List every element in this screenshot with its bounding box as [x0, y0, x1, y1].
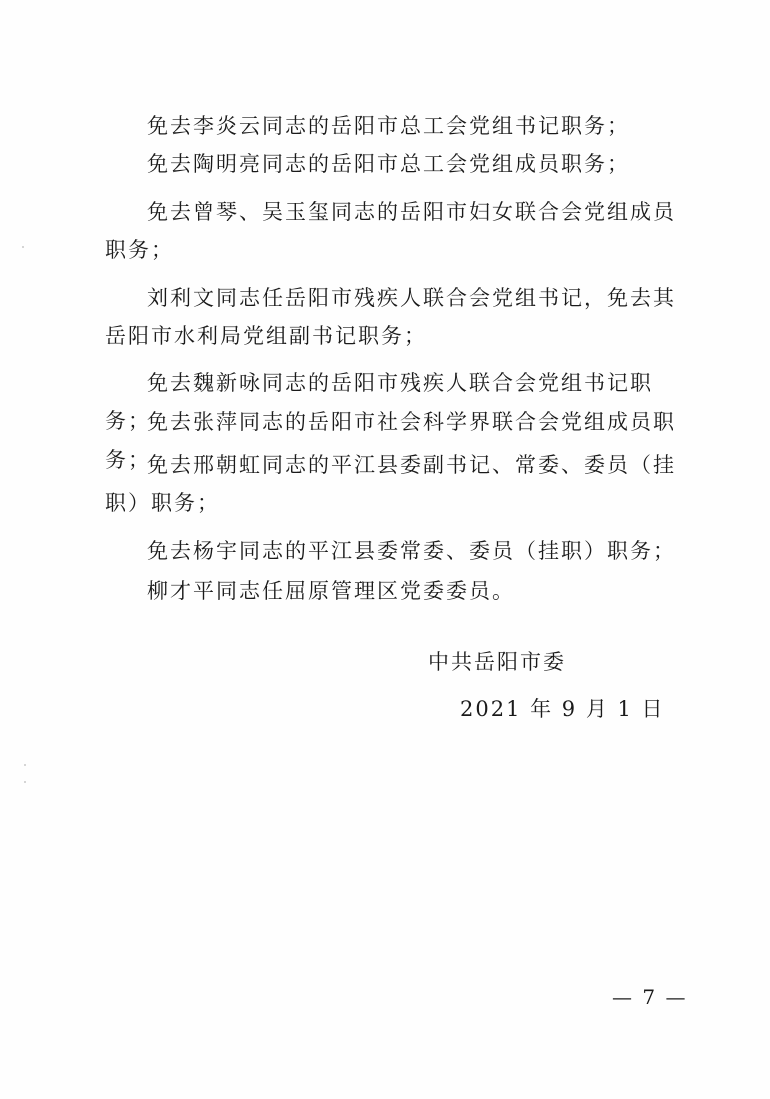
paragraph-2: 免去陶明亮同志的岳阳市总工会党组成员职务；: [147, 152, 630, 176]
scan-speck: [24, 764, 26, 766]
page-number: — 7 —: [612, 985, 688, 1009]
paragraph-3: 免去曾琴、吴玉玺同志的岳阳市妇女联合会党组成员职务；: [105, 200, 676, 262]
paragraph-9: 柳才平同志任屈原管理区党委委员。: [147, 579, 515, 603]
paragraph-8: 免去杨宇同志的平江县委常委、委员（挂职）职务；: [147, 539, 676, 563]
signature-organization: 中共岳阳市委: [428, 650, 566, 674]
paragraph-4: 刘利文同志任岳阳市残疾人联合会党组书记，免去其岳阳市水利局党组副书记职务；: [105, 286, 676, 348]
paragraph-7: 免去邢朝虹同志的平江县委副书记、常委、委员（挂职）职务；: [105, 453, 676, 515]
paragraph-1: 免去李炎云同志的岳阳市总工会党组书记职务；: [147, 114, 630, 138]
signature-date: 2021 年 9 月 1 日: [460, 697, 665, 721]
scan-speck: [24, 781, 26, 783]
scan-speck: [22, 246, 24, 248]
paragraph-6: 免去张萍同志的岳阳市社会科学界联合会党组成员职务；: [105, 410, 676, 472]
paragraph-5: 免去魏新咏同志的岳阳市残疾人联合会党组书记职务；: [105, 371, 653, 433]
